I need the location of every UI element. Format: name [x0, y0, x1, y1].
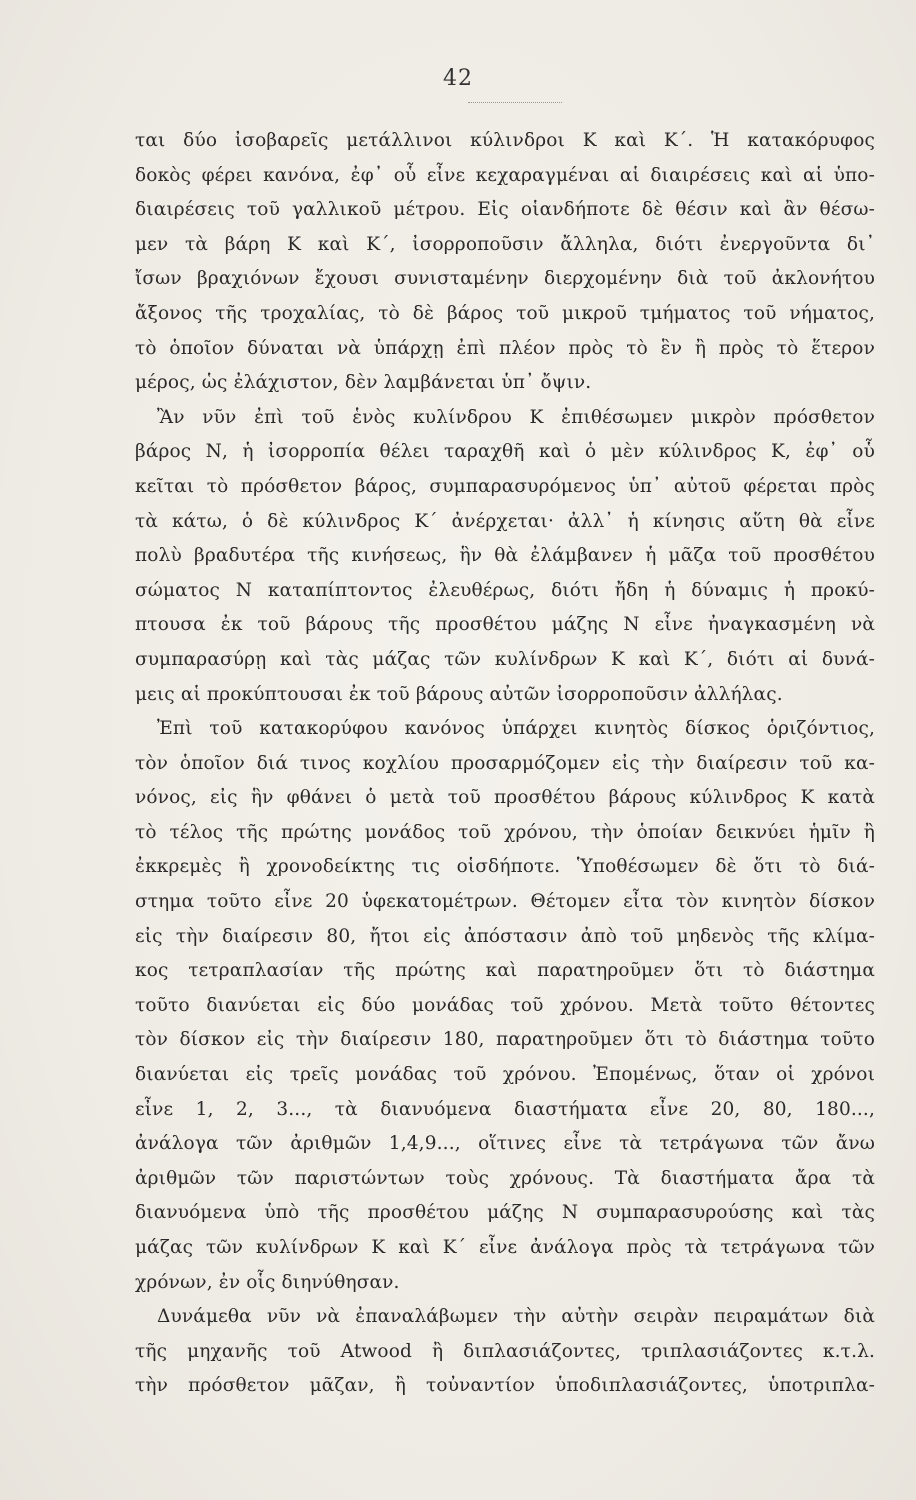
- header-rule: [468, 102, 562, 103]
- text-line: συμπαρασύρῃ καὶ τὰς μάζας τῶν κυλίνδρων Κ καὶ Κ΄, διότι αἱ δυνά-: [135, 648, 875, 670]
- text-line: διανυόμενα ὑπὸ τῆς προσθέτου μάζης Ν συμπαρασυρούσης καὶ τὰς: [135, 1202, 875, 1224]
- text-line: τὸ ὁποῖον δύναται νὰ ὑπάρχῃ ἐπὶ πλέον πρὸς τὸ ἓν ἢ πρὸς τὸ ἕτερον: [135, 337, 875, 359]
- text-line: τὸ τέλος τῆς πρώτης μονάδος τοῦ χρόνου, τὴν ὁποίαν δεικνύει ἡμῖν ἢ: [135, 821, 875, 843]
- text-line: κεῖται τὸ πρόσθετον βάρος, συμπαρασυρόμενος ὑπ᾽ αὐτοῦ φέρεται πρὸς: [135, 475, 875, 497]
- page-number: 42: [443, 66, 473, 91]
- text-line: εἰς τὴν διαίρεσιν 80, ἤτοι εἰς ἀπόστασιν ἀπὸ τοῦ μηδενὸς τῆς κλίμα-: [135, 925, 875, 947]
- text-line: τὸν δίσκον εἰς τὴν διαίρεσιν 180, παρατηροῦμεν ὅτι τὸ διάστημα τοῦτο: [135, 1029, 875, 1051]
- text-line: τὴν πρόσθετον μᾶζαν, ἢ τοὐναντίον ὑποδιπλασιάζοντες, ὑποτριπλα-: [135, 1375, 875, 1397]
- text-line: Δυνάμεθα νῦν νὰ ἐπαναλάβωμεν τὴν αὐτὴν σειρὰν πειραμάτων διὰ: [157, 1306, 875, 1328]
- text-line: δοκὸς φέρει κανόνα, ἐφ᾽ οὗ εἶνε κεχαραγμέναι αἱ διαιρέσεις καὶ αἱ ὑπο-: [135, 164, 875, 186]
- text-line: χρόνων, ἐν οἷς διηνύθησαν.: [135, 1271, 400, 1293]
- text-line: τὸν ὁποῖον διά τινος κοχλίου προσαρμόζομεν εἰς τὴν διαίρεσιν τοῦ κα-: [135, 752, 875, 774]
- text-line: ἀριθμῶν τῶν παριστώντων τοὺς χρόνους. Τὰ διαστήματα ἄρα τὰ: [135, 1167, 875, 1189]
- text-line: σώματος Ν καταπίπτοντος ἐλευθέρως, διότι ἤδη ἡ δύναμις ἡ προκύ-: [135, 579, 875, 601]
- text-line: Ἐπὶ τοῦ κατακορύφου κανόνος ὑπάρχει κινητὸς δίσκος ὁριζόντιος,: [157, 718, 875, 740]
- text-line: μεν τὰ βάρη Κ καὶ Κ΄, ἰσορροποῦσιν ἄλληλα, διότι ἐνεργοῦντα δι᾽: [135, 233, 875, 255]
- text-line: πολὺ βραδυτέρα τῆς κινήσεως, ἣν θὰ ἐλάμβανεν ἡ μᾶζα τοῦ προσθέτου: [135, 545, 875, 567]
- text-line: νόνος, εἰς ἣν φθάνει ὁ μετὰ τοῦ προσθέτου βάρους κύλινδρος Κ κατὰ: [135, 787, 875, 809]
- text-line: τὰ κάτω, ὁ δὲ κύλινδρος Κ΄ ἀνέρχεται· ἀλλ᾽ ἡ κίνησις αὕτη θὰ εἶνε: [135, 510, 875, 532]
- text-line: μεις αἱ προκύπτουσαι ἐκ τοῦ βάρους αὐτῶν ἰσορροποῦσιν ἀλλήλας.: [135, 683, 783, 705]
- text-line: στημα τοῦτο εἶνε 20 ὑφεκατομέτρων. Θέτομεν εἶτα τὸν κινητὸν δίσκον: [135, 891, 875, 913]
- text-line: κος τετραπλασίαν τῆς πρώτης καὶ παρατηροῦμεν ὅτι τὸ διάστημα: [135, 960, 875, 982]
- text-line: ται δύο ἰσοβαρεῖς μετάλλινοι κύλινδροι Κ καὶ Κ΄. Ἡ κατακόρυφος: [135, 130, 875, 151]
- body-text: [135, 124, 875, 1404]
- text-line: μάζας τῶν κυλίνδρων Κ καὶ Κ΄ εἶνε ἀνάλογα πρὸς τὰ τετράγωνα τῶν: [135, 1237, 875, 1258]
- text-line: ἀνάλογα τῶν ἀριθμῶν 1,4,9..., οἵτινες εἶνε τὰ τετράγωνα τῶν ἄνω: [135, 1133, 875, 1155]
- text-line: διανύεται εἰς τρεῖς μονάδας τοῦ χρόνου. Ἐπομένως, ὅταν οἱ χρόνοι: [135, 1064, 875, 1086]
- text-line: πτουσα ἐκ τοῦ βάρους τῆς προσθέτου μάζης Ν εἶνε ἠναγκασμένη νὰ: [135, 614, 875, 636]
- text-line: τῆς μηχανῆς τοῦ Atwood ἢ διπλασιάζοντες, τριπλασιάζοντες κ.τ.λ.: [135, 1340, 875, 1362]
- text-line: ἄξονος τῆς τροχαλίας, τὸ δὲ βάρος τοῦ μικροῦ τμήματος τοῦ νήματος,: [135, 302, 875, 324]
- text-line: εἶνε 1, 2, 3..., τὰ διανυόμενα διαστήματα εἶνε 20, 80, 180...,: [135, 1098, 875, 1120]
- text-line: Ἂν νῦν ἐπὶ τοῦ ἑνὸς κυλίνδρου Κ ἐπιθέσωμεν μικρὸν πρόσθετον: [157, 406, 875, 428]
- text-line: βάρος Ν, ἡ ἰσορροπία θέλει ταραχθῆ καὶ ὁ μὲν κύλινδρος Κ, ἐφ᾽ οὗ: [135, 441, 875, 463]
- text-line: τοῦτο διανύεται εἰς δύο μονάδας τοῦ χρόνου. Μετὰ τοῦτο θέτοντες: [135, 994, 875, 1016]
- text-line: μέρος, ὡς ἐλάχιστον, δὲν λαμβάνεται ὑπ᾽ ὄψιν.: [135, 372, 592, 394]
- text-line: ἴσων βραχιόνων ἔχουσι συνισταμένην διερχομένην διὰ τοῦ ἀκλονήτου: [135, 268, 875, 290]
- text-line: ἐκκρεμὲς ἢ χρονοδείκτης τις οἱσδήποτε. Ὑποθέσωμεν δὲ ὅτι τὸ διά-: [135, 856, 875, 878]
- text-line: διαιρέσεις τοῦ γαλλικοῦ μέτρου. Εἰς οἱανδήποτε δὲ θέσιν καὶ ἂν θέσω-: [135, 199, 875, 221]
